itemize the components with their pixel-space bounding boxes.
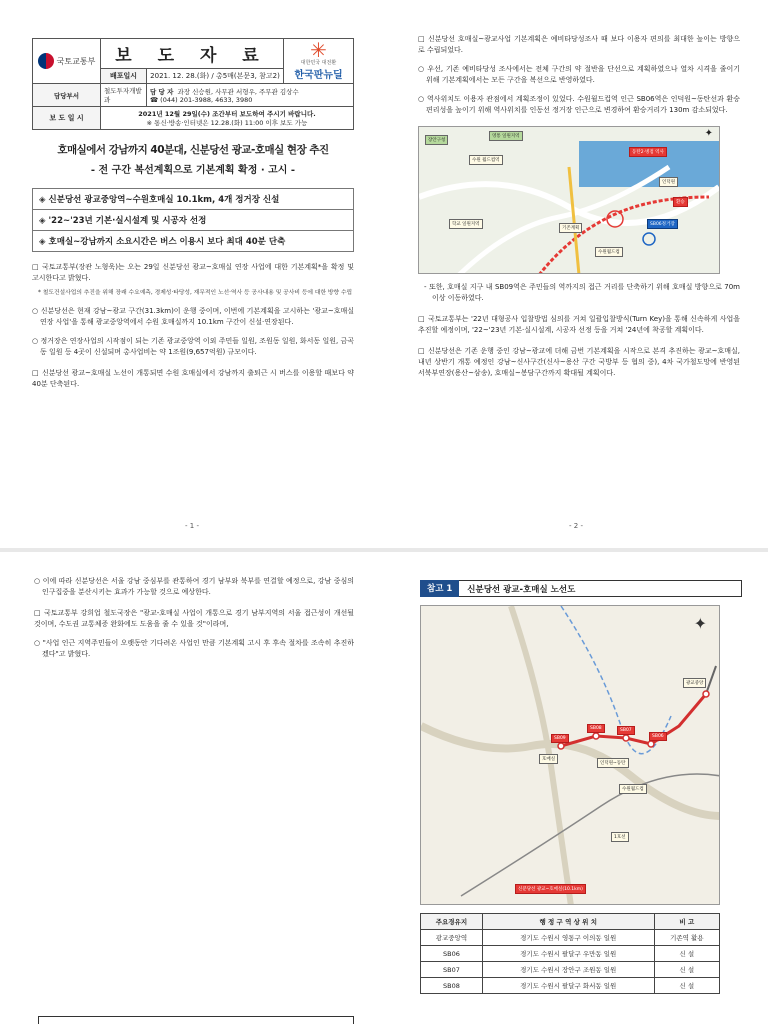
bullet: - 또한, 호매실 지구 내 SB09역은 주민들의 역까지의 접근 거리를 단축하기 위해 호매실 방향으로 70m 이상 이동하였다. bbox=[424, 283, 740, 302]
paragraph: □ 국토교통부 강희업 철도국장은 "광교-호매실 사업이 개통으로 경기 남부지역의 서울 접근성이 개선될 것이며, 수도권 교통체증 완화에도 도움을 줄 수 있을 것"이라며, bbox=[34, 609, 354, 628]
paragraph: □ 신분당선 호매실~광교사업 기본계획은 예비타당성조사 때 보다 이용자 편의를 최대한 높이는 방향으로 수립되었다. bbox=[418, 35, 740, 54]
paragraph: □ 신분당선 광교~호매실 노선이 개통되면 수원 호매실에서 강남까지 출퇴근 시 버스를 이용할 때보다 약 40분 단축된다. bbox=[32, 369, 354, 388]
checkbox-icon: □ bbox=[34, 609, 41, 617]
reference-title bbox=[420, 580, 742, 597]
contact-box bbox=[38, 1016, 354, 1024]
release-datetime: 2021. 12. 28.(화) / 총5매(본문3, 참고2) bbox=[147, 69, 284, 84]
taeguk-icon bbox=[38, 53, 54, 69]
new-deal-logo: ✳ 대한민국 대전환 한국판뉴딜 bbox=[284, 39, 354, 84]
station-table: 주요경유지 행 정 구 역 상 위 치 비 고 광교중앙역 경기도 수원시 영통구 이의동 일원 기존역 활용 SB06 경기도 수원시 팔달구 우만동 일원 신 설 SB07 경기도 수원시 장안구 조원동 일원 신 설 SB08 경기도 수원시 팔달구 화서동 일원 신 설 bbox=[420, 913, 720, 994]
manager: 담 당 자 과장 신승원, 사무관 서형우, 주무관 김상수 ☎ (044) 201-3988, 4633, 3980 bbox=[147, 84, 354, 107]
doc-title: 보 도 자 료 bbox=[101, 39, 284, 69]
table-row: SB08 경기도 수원시 팔달구 화서동 일원 신 설 bbox=[421, 978, 720, 994]
checkbox-icon: □ bbox=[418, 315, 425, 323]
compass-icon: ✦ bbox=[704, 128, 713, 139]
phone: ☎ (044) 201-3988, 4633, 3980 bbox=[150, 95, 253, 104]
bullet: ○ 우선, 기존 예비타당성 조사에서는 전체 구간의 약 절반을 단선으로 계획하였으나 열차 시격을 줄이기 위해 기본계획에서는 모든 구간을 복선으로 반영하였다. bbox=[418, 65, 740, 84]
embargo: 2021년 12월 29일(수) 조간부터 보도하여 주시기 바랍니다. ※ 통신·방송·인터넷은 12.28.(화) 11:00 이후 보도 가능 bbox=[101, 107, 354, 130]
key-point: ◈ '22~'23년 기본·실시설계 및 시공자 선정 bbox=[33, 210, 354, 231]
bullet: ○ "사업 인근 지역주민들이 오랫동안 기다려온 사업인 만큼 기본계획 고시 후 후속 절차를 조속히 추진하겠다"고 밝혔다. bbox=[34, 639, 354, 658]
new-deal-icon: ✳ bbox=[310, 38, 327, 62]
table-row: SB07 경기도 수원시 장안구 조원동 일원 신 설 bbox=[421, 962, 720, 978]
bullet: ○ 정거장은 연장사업의 시작점이 되는 기존 광교중앙역 이외 주민들 일원, 조원동 일원, 화서동 일원, 금곡동 일원 등 4곳이 신설되며 총사업비는 약 1조원(9,657억원) 규모이다. bbox=[32, 337, 354, 356]
page-3 bbox=[0, 552, 384, 1024]
paragraph: □ 국토교통부는 '22년 대형공사 입찰방법 심의를 거쳐 일괄입찰방식(Turn Key)을 통해 신속하게 사업을 추진할 예정이며, '22~'23년 기본·실시설계, 시공자 선정 등을 거쳐 '24년에 착공할 계획이다. bbox=[418, 315, 740, 334]
table-row: SB06 경기도 수원시 팔달구 우만동 일원 신 설 bbox=[421, 946, 720, 962]
key-points-box bbox=[32, 188, 354, 252]
key-point: ◈ 호매실~강남까지 소요시간은 버스 이용시 보다 최대 40분 단축 bbox=[33, 231, 354, 252]
bullet: ○ 신분당선은 현재 강남~광교 구간(31.3km)이 운행 중이며, 이번에 기본계획을 고시하는 '광교~호매실 연장 사업'을 통해 광교중앙역에서 수원 호매실까지 10.1km 구간이 신설·연장된다. bbox=[32, 307, 354, 326]
department: 철도투자개발과 bbox=[101, 84, 147, 107]
bullet: ○ 역사위치도 이용자 관점에서 계획조정이 있었다. 수원월드컵역 인근 SB06역은 인덕원~동탄선과 환승 편리성을 높이기 위해 역사위치를 인동선 정거장 인근으로 변경하여 환승거리가 130m 감소되었다. bbox=[418, 95, 740, 114]
page-number: - 1 - bbox=[185, 522, 199, 530]
page-1 bbox=[0, 0, 384, 548]
key-point: ◈ 신분당선 광교중앙역~수원호매실 10.1km, 4개 정거장 신설 bbox=[33, 189, 354, 210]
table-row: 광교중앙역 경기도 수원시 영통구 이의동 일원 기존역 활용 bbox=[421, 930, 720, 946]
subheadline: - 전 구간 복선계획으로 기본계획 확정 · 고시 - bbox=[90, 165, 296, 176]
diamond-icon: ◈ bbox=[39, 216, 46, 226]
checkbox-icon: □ bbox=[32, 263, 39, 271]
checkbox-icon: □ bbox=[418, 347, 425, 355]
paragraph: □ 신분당선은 기존 운행 중인 강남~광교에 더해 금번 기본계획을 시작으로 본격 추진하는 광교~호매실, 내년 상반기 개통 예정인 강남~신사구간(신사~용산 구간 국방부 등 협의 중), 4차 국가철도망에 반영된 서북부연장(용산~삼송), 호매실~봉담구간까지 확대될 계획이다. bbox=[418, 347, 740, 377]
route-map: 인덕원~동탄 수원월드컵 광교중앙 SB06 SB07 SB08 SB09 호매실 신분당선 광교~호매실(10.1km) 1호선 ✦ bbox=[420, 605, 720, 905]
station-location-map: 장안구청 영통 일원지역 수원 월드컵역 동탄2·병점 역사 기존계획 SB06정거장 학교 일원지역 인덕원 수원월드컵 환승 ✦ bbox=[418, 126, 720, 274]
reference-label: 참고 1 bbox=[420, 580, 459, 597]
checkbox-icon: □ bbox=[418, 35, 425, 43]
page-4 bbox=[384, 552, 768, 1024]
checkbox-icon: □ bbox=[32, 369, 39, 377]
route-lines bbox=[421, 606, 720, 905]
ministry-logo: 국토교통부 bbox=[33, 39, 101, 84]
bullet: ○ 이에 따라 신분당선은 서울 강남 중심부를 관통하여 경기 남부와 북부를 연결할 예정으로, 강남 중심의 인구집중을 분산시키는 효과가 가능할 것으로 예상한다. bbox=[34, 577, 354, 596]
compass-icon: ✦ bbox=[693, 614, 707, 633]
reference-name: 신분당선 광교-호매실 노선도 bbox=[459, 580, 742, 597]
diamond-icon: ◈ bbox=[39, 237, 46, 247]
page-number: - 2 - bbox=[569, 522, 583, 530]
headline: 호매실에서 강남까지 40분대, 신분당선 광교-호매실 현장 추진 bbox=[57, 144, 329, 156]
paragraph: □ 국토교통부(장관 노형욱)는 오는 29일 신분당선 광교~호매실 연장 사업에 대한 기본계획*을 확정 및 고시한다고 밝혔다. bbox=[32, 263, 354, 282]
footnote: * 철도건설사업의 추진을 위해 장래 수요예측, 경제성·타당성, 재무적인 노선·역사 등 공사내용 및 공사비 등에 대한 방향 수립 bbox=[38, 290, 353, 296]
diamond-icon: ◈ bbox=[39, 195, 46, 205]
press-release-header: 국토교통부 보 도 자 료 ✳ 대한민국 대전환 한국판뉴딜 배포일시 2021. 12. 28.(화) / 총5매(본문3, 참고2) 담당부서 철도투자개발과 담 당 자 과장 신승원, 사무관 서형우, 주무관 김상수 ☎ (044) 201-3988, 4633, 3980 보 도 일 시 2021년 12월 29일(수) 조간부터 보도하여 주시기 바랍니다. ※ 통신·방송·인터넷은 12.28.(화) 11:00 이후 보도 가능 bbox=[32, 38, 354, 130]
page-2 bbox=[384, 0, 768, 548]
